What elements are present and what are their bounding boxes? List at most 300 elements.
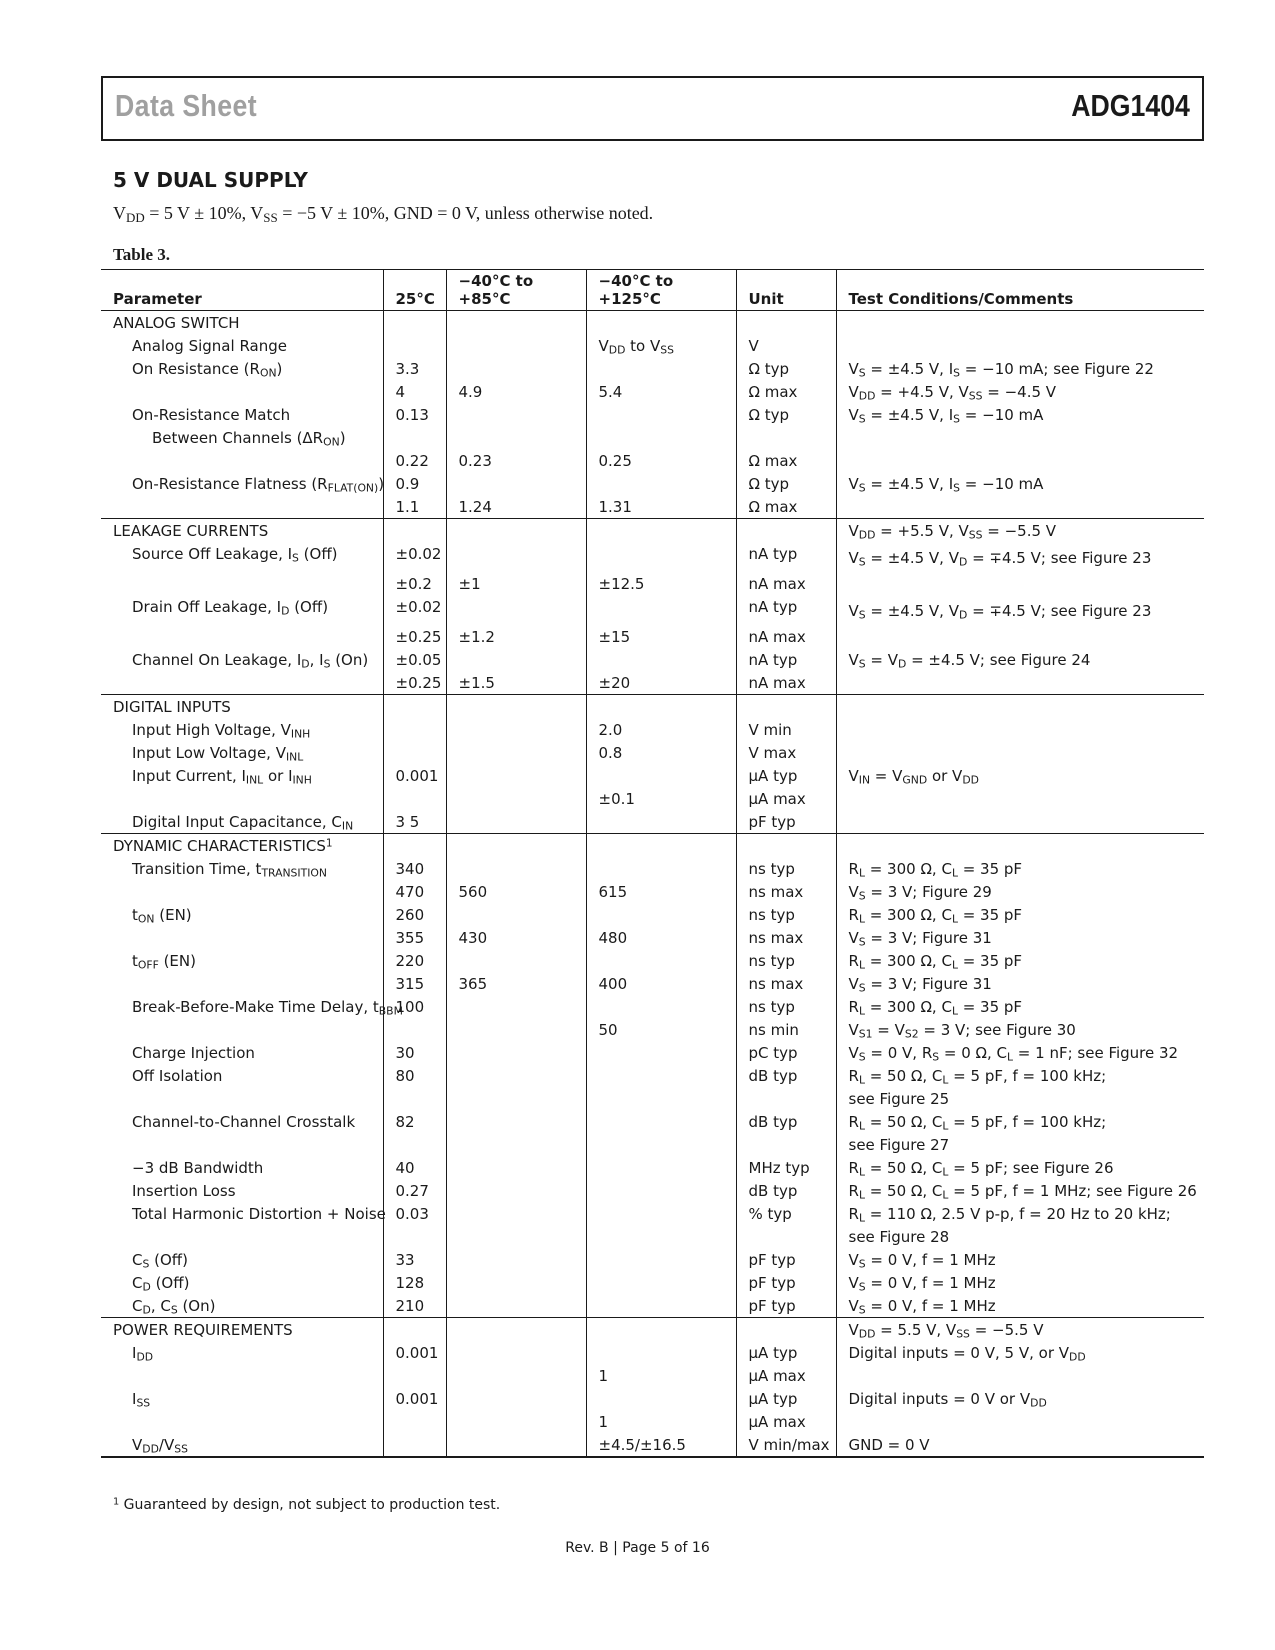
cell-125c: [586, 1064, 736, 1087]
cell-25c: ±0.05: [383, 648, 446, 671]
cell-25c: ±0.02: [383, 542, 446, 572]
cell-conditions: [836, 671, 1204, 695]
cell-conditions: see Figure 25: [836, 1087, 1204, 1110]
cell-unit: nA max: [736, 625, 836, 648]
table-row: [101, 1341, 1204, 1364]
table-row: [101, 472, 1204, 495]
table-row: [101, 648, 1204, 671]
cell-125c: [586, 1341, 736, 1364]
cell-unit: pF typ: [736, 810, 836, 834]
cell-unit: [736, 519, 836, 543]
cell-parameter: On-Resistance Match: [132, 406, 291, 424]
header-doc-type: Data Sheet: [115, 88, 258, 123]
cell-25c: 33: [383, 1248, 446, 1271]
cell-parameter: Input High Voltage, $V_{INH}$: [132, 721, 311, 741]
cell-parameter: $C_S$ (Off): [132, 1251, 188, 1271]
cell-25c: 355: [383, 926, 446, 949]
cell-85c: ±1.5: [446, 671, 586, 695]
table-row: [101, 995, 1204, 1018]
cell-parameter: $t_{ON}$ (EN): [132, 906, 192, 926]
cell-conditions: [836, 311, 1204, 335]
cell-25c: [383, 741, 446, 764]
cell-85c: [446, 995, 586, 1018]
cell-parameter: [101, 787, 383, 810]
cell-25c: 4: [383, 380, 446, 403]
cell-125c: 1: [586, 1410, 736, 1433]
cell-85c: [446, 311, 586, 335]
table-row: [101, 625, 1204, 648]
cell-parameter: $C_D$, $C_S$ (On): [132, 1297, 216, 1317]
cell-125c: ±0.1: [586, 787, 736, 810]
cell-25c: 470: [383, 880, 446, 903]
cell-unit: ns typ: [736, 903, 836, 926]
cell-unit: V max: [736, 741, 836, 764]
cell-unit: [736, 695, 836, 719]
cell-25c: 100: [383, 995, 446, 1018]
cell-conditions: $V_S = 0$ V, f = 1 MHz: [836, 1248, 1204, 1271]
cell-125c: [586, 542, 736, 572]
cell-parameter: −3 dB Bandwidth: [132, 1159, 264, 1177]
cell-85c: [446, 1179, 586, 1202]
cell-conditions: $R_L = 50$ Ω, $C_L = 5$ pF, f = 100 kHz;: [836, 1110, 1204, 1133]
cell-25c: 0.9: [383, 472, 446, 495]
cell-125c: [586, 1318, 736, 1342]
cell-125c: [586, 857, 736, 880]
table-row: [101, 426, 1204, 449]
cell-conditions: Digital inputs = 0 V, 5 V, or $V_{DD}$: [836, 1341, 1204, 1364]
cell-conditions: see Figure 27: [836, 1133, 1204, 1156]
cell-unit: µA max: [736, 1410, 836, 1433]
cell-unit: % typ: [736, 1202, 836, 1225]
table-row: [101, 972, 1204, 995]
cell-unit: µA max: [736, 1364, 836, 1387]
table-row: [101, 880, 1204, 903]
cell-125c: [586, 1271, 736, 1294]
cell-unit: [736, 311, 836, 335]
cell-25c: 340: [383, 857, 446, 880]
table-row: [101, 903, 1204, 926]
cell-parameter: Input Low Voltage, $V_{INL}$: [132, 744, 304, 764]
table-row: [101, 741, 1204, 764]
cell-unit: nA typ: [736, 595, 836, 625]
cell-unit: pF typ: [736, 1294, 836, 1318]
cell-unit: ns typ: [736, 949, 836, 972]
cell-85c: [446, 519, 586, 543]
cell-85c: [446, 334, 586, 357]
cell-parameter: [101, 972, 383, 995]
cell-conditions: $R_L = 50$ Ω, $C_L = 5$ pF, f = 100 kHz;: [836, 1064, 1204, 1087]
cell-conditions: $V_S = 3$ V; Figure 31: [836, 972, 1204, 995]
cell-25c: 315: [383, 972, 446, 995]
cell-25c: [383, 1410, 446, 1433]
cell-parameter: Total Harmonic Distortion + Noise: [132, 1205, 386, 1223]
cell-25c: [383, 718, 446, 741]
cell-125c: 5.4: [586, 380, 736, 403]
cell-25c: 0.03: [383, 1202, 446, 1225]
cell-85c: [446, 1041, 586, 1064]
cell-125c: 0.25: [586, 449, 736, 472]
cell-parameter: Drain Off Leakage, $I_D$ (Off): [132, 598, 329, 618]
cell-unit: ns typ: [736, 995, 836, 1018]
cell-125c: [586, 834, 736, 858]
cell-85c: [446, 857, 586, 880]
table-row: [101, 1179, 1204, 1202]
section-row: [101, 834, 1204, 858]
cell-parameter: Charge Injection: [132, 1044, 255, 1062]
table-row: [101, 1364, 1204, 1387]
cell-85c: [446, 1087, 586, 1110]
table-row: [101, 1410, 1204, 1433]
cell-parameter: Channel-to-Channel Crosstalk: [132, 1113, 356, 1131]
cell-25c: ±0.02: [383, 595, 446, 625]
table-row: [101, 1110, 1204, 1133]
cell-conditions: [836, 1410, 1204, 1433]
cell-25c: 3 5: [383, 810, 446, 834]
cell-85c: ±1: [446, 572, 586, 595]
cell-125c: 480: [586, 926, 736, 949]
cell-125c: 2.0: [586, 718, 736, 741]
table-row: [101, 403, 1204, 426]
cell-unit: µA typ: [736, 764, 836, 787]
cell-125c: [586, 1087, 736, 1110]
cell-unit: µA typ: [736, 1387, 836, 1410]
cell-conditions: [836, 1364, 1204, 1387]
cell-parameter: $V_{DD}/V_{SS}$: [101, 1433, 383, 1457]
table-row: [101, 380, 1204, 403]
cell-125c: [586, 426, 736, 449]
cell-parameter: Between Channels $(\Delta R_{ON})$: [152, 429, 346, 449]
cell-parameter: [101, 1133, 383, 1156]
cell-unit: V: [736, 334, 836, 357]
cell-unit: MHz typ: [736, 1156, 836, 1179]
cell-conditions: $V_S = 0$ V, f = 1 MHz: [836, 1294, 1204, 1318]
cell-parameter: Off Isolation: [132, 1067, 223, 1085]
cell-conditions: $V_{S1} = V_{S2} = 3$ V; see Figure 30: [836, 1018, 1204, 1041]
cell-125c: ±4.5/±16.5: [586, 1433, 736, 1457]
cell-parameter: ANALOG SWITCH: [101, 311, 383, 335]
cell-conditions: [836, 334, 1204, 357]
cell-85c: [446, 1225, 586, 1248]
cell-85c: [446, 1202, 586, 1225]
cell-85c: [446, 764, 586, 787]
cell-conditions: $R_L = 50$ Ω, $C_L = 5$ pF, f = 1 MHz; see Figure 26: [836, 1179, 1204, 1202]
cell-25c: 1.1: [383, 495, 446, 519]
cell-parameter: [101, 625, 383, 648]
cell-125c: [586, 995, 736, 1018]
cell-85c: [446, 1110, 586, 1133]
cell-125c: [586, 648, 736, 671]
cell-conditions: $R_L = 300$ Ω, $C_L = 35$ pF: [836, 903, 1204, 926]
cell-unit: ns max: [736, 972, 836, 995]
cell-25c: 0.001: [383, 764, 446, 787]
table-row: [101, 1202, 1204, 1225]
cell-125c: [586, 695, 736, 719]
table-row: [101, 334, 1204, 357]
cell-25c: [383, 1433, 446, 1457]
cell-unit: µA max: [736, 787, 836, 810]
cell-125c: [586, 949, 736, 972]
cell-25c: 3.3: [383, 357, 446, 380]
cell-conditions: see Figure 28: [836, 1225, 1204, 1248]
cell-25c: 128: [383, 1271, 446, 1294]
cell-parameter: [101, 572, 383, 595]
table-row: [101, 1294, 1204, 1318]
footnote: $^1$ Guaranteed by design, not subject to production test.: [113, 1496, 501, 1513]
cell-conditions: $V_S = 0$ V, $R_S = 0$ Ω, $C_L = 1$ nF; see Figure 32: [836, 1041, 1204, 1064]
cell-unit: µA typ: [736, 1341, 836, 1364]
spec-table-body: [101, 311, 1204, 1458]
cell-85c: [446, 1294, 586, 1318]
col-header-parameter: Parameter: [101, 270, 383, 311]
cell-85c: [446, 1410, 586, 1433]
cell-parameter: Channel On Leakage, $I_D$, $I_S$ (On): [132, 651, 369, 671]
cell-parameter: [101, 1364, 383, 1387]
col-header-85c: −40°C to +85°C: [446, 270, 586, 311]
cell-unit: Ω typ: [736, 403, 836, 426]
table-row: [101, 718, 1204, 741]
cell-85c: [446, 403, 586, 426]
page-footer: Rev. B | Page 5 of 16: [565, 1540, 710, 1556]
cell-85c: [446, 810, 586, 834]
cell-25c: ±0.25: [383, 671, 446, 695]
cell-unit: V min/max: [736, 1433, 836, 1457]
cell-125c: [586, 1225, 736, 1248]
cell-conditions: [836, 426, 1204, 449]
cell-25c: [383, 334, 446, 357]
cell-unit: nA max: [736, 572, 836, 595]
cell-125c: [586, 1387, 736, 1410]
cell-conditions: $V_S = 0$ V, f = 1 MHz: [836, 1271, 1204, 1294]
cell-125c: [586, 1041, 736, 1064]
cell-125c: [586, 357, 736, 380]
table-row: [101, 1271, 1204, 1294]
section-title: 5 V DUAL SUPPLY: [113, 168, 308, 192]
cell-85c: [446, 472, 586, 495]
table-row: [101, 671, 1204, 695]
cell-125c: [586, 472, 736, 495]
cell-125c: 50: [586, 1018, 736, 1041]
cell-85c: [446, 903, 586, 926]
table-caption: Table 3.: [113, 245, 171, 264]
cell-85c: [446, 1133, 586, 1156]
cell-unit: Ω typ: [736, 472, 836, 495]
table-row: [101, 357, 1204, 380]
cell-parameter: $C_D$ (Off): [132, 1274, 190, 1294]
cell-parameter: [101, 449, 383, 472]
cell-85c: 4.9: [446, 380, 586, 403]
cell-25c: 260: [383, 903, 446, 926]
supply-conditions: $V_{DD} = 5$ V ± 10%, $V_{SS} = -5$ V ± 10%, GND = 0 V, unless otherwise noted.: [113, 203, 654, 226]
cell-85c: [446, 1364, 586, 1387]
cell-unit: nA typ: [736, 648, 836, 671]
cell-conditions: $V_{IN} = V_{GND}$ or $V_{DD}$: [836, 764, 1204, 787]
cell-unit: [736, 1133, 836, 1156]
cell-unit: V min: [736, 718, 836, 741]
cell-25c: 82: [383, 1110, 446, 1133]
cell-unit: pC typ: [736, 1041, 836, 1064]
section-row: [101, 311, 1204, 335]
cell-25c: 0.27: [383, 1179, 446, 1202]
cell-unit: [736, 1225, 836, 1248]
cell-conditions: GND = 0 V: [836, 1433, 1204, 1457]
cell-25c: 0.001: [383, 1341, 446, 1364]
cell-unit: ns max: [736, 880, 836, 903]
cell-25c: ±0.25: [383, 625, 446, 648]
cell-85c: [446, 648, 586, 671]
col-header-125c: −40°C to +125°C: [586, 270, 736, 311]
cell-25c: 30: [383, 1041, 446, 1064]
cell-125c: [586, 1179, 736, 1202]
cell-conditions: $R_L = 50$ Ω, $C_L = 5$ pF; see Figure 26: [836, 1156, 1204, 1179]
cell-125c: [586, 403, 736, 426]
cell-unit: dB typ: [736, 1110, 836, 1133]
table-row: [101, 1387, 1204, 1410]
cell-25c: [383, 787, 446, 810]
cell-unit: ns min: [736, 1018, 836, 1041]
table-row: [101, 764, 1204, 787]
cell-25c: 0.22: [383, 449, 446, 472]
cell-85c: 1.24: [446, 495, 586, 519]
cell-85c: [446, 595, 586, 625]
cell-parameter: $t_{OFF}$ (EN): [132, 952, 196, 972]
cell-125c: [586, 1248, 736, 1271]
cell-85c: [446, 1271, 586, 1294]
cell-parameter: Digital Input Capacitance, $C_{IN}$: [132, 813, 354, 833]
cell-125c: [586, 1202, 736, 1225]
cell-25c: 80: [383, 1064, 446, 1087]
section-row: [101, 519, 1204, 543]
cell-125c: 1.31: [586, 495, 736, 519]
cell-parameter: $I_{SS}$: [132, 1390, 151, 1410]
cell-parameter: [101, 495, 383, 519]
cell-conditions: [836, 718, 1204, 741]
cell-125c: [586, 519, 736, 543]
cell-125c: ±20: [586, 671, 736, 695]
cell-25c: [383, 311, 446, 335]
table-row: [101, 949, 1204, 972]
cell-unit: Ω max: [736, 495, 836, 519]
cell-parameter: $I_{DD}$: [132, 1344, 154, 1364]
cell-25c: ±0.2: [383, 572, 446, 595]
cell-25c: 220: [383, 949, 446, 972]
cell-conditions: $R_L = 300$ Ω, $C_L = 35$ pF: [836, 995, 1204, 1018]
table-row: [101, 1433, 1204, 1457]
cell-conditions: $V_S = V_D = \pm 4.5$ V; see Figure 24: [836, 648, 1204, 671]
cell-25c: 0.001: [383, 1387, 446, 1410]
cell-conditions: $V_{DD} = +4.5$ V, $V_{SS} = -4.5$ V: [836, 380, 1204, 403]
cell-unit: [736, 1087, 836, 1110]
cell-conditions: $V_S = 3$ V; Figure 29: [836, 880, 1204, 903]
cell-conditions: $R_L = 300$ Ω, $C_L = 35$ pF: [836, 949, 1204, 972]
cell-conditions: $V_S = \pm 4.5$ V, $V_D = \mp 4.5$ V; see Figure 23: [836, 595, 1204, 625]
cell-85c: [446, 787, 586, 810]
cell-85c: 0.23: [446, 449, 586, 472]
cell-conditions: [836, 695, 1204, 719]
cell-85c: 560: [446, 880, 586, 903]
table-row: [101, 1156, 1204, 1179]
cell-unit: dB typ: [736, 1179, 836, 1202]
cell-25c: 40: [383, 1156, 446, 1179]
cell-parameter: LEAKAGE CURRENTS: [101, 519, 383, 543]
cell-parameter: Insertion Loss: [132, 1182, 236, 1200]
table-row: [101, 1248, 1204, 1271]
cell-unit: [736, 426, 836, 449]
cell-conditions: [836, 495, 1204, 519]
cell-unit: ns typ: [736, 857, 836, 880]
cell-parameter: [101, 1087, 383, 1110]
cell-125c: [586, 1294, 736, 1318]
col-header-conditions: Test Conditions/Comments: [836, 270, 1204, 311]
cell-unit: Ω max: [736, 380, 836, 403]
cell-conditions: $V_S = \pm 4.5$ V, $I_S = -10$ mA: [836, 472, 1204, 495]
cell-125c: [586, 1110, 736, 1133]
table-row: [101, 495, 1204, 519]
cell-85c: [446, 1433, 586, 1457]
cell-parameter: Source Off Leakage, $I_S$ (Off): [132, 545, 338, 565]
cell-25c: [383, 834, 446, 858]
page-header: [101, 76, 1204, 141]
cell-25c: [383, 1087, 446, 1110]
section-row: [101, 695, 1204, 719]
cell-parameter: [101, 380, 383, 403]
cell-unit: [736, 1318, 836, 1342]
cell-parameter: [101, 671, 383, 695]
cell-parameter: [101, 1410, 383, 1433]
cell-conditions: $V_{DD} = +5.5$ V, $V_{SS} = -5.5$ V: [836, 519, 1204, 543]
cell-125c: 0.8: [586, 741, 736, 764]
col-header-25c: 25°C: [383, 270, 446, 311]
cell-conditions: $V_{DD} = 5.5$ V, $V_{SS} = -5.5$ V: [836, 1318, 1204, 1342]
cell-conditions: [836, 625, 1204, 648]
cell-85c: [446, 357, 586, 380]
cell-25c: [383, 426, 446, 449]
cell-85c: [446, 834, 586, 858]
table-row: [101, 1225, 1204, 1248]
cell-25c: [383, 1133, 446, 1156]
cell-85c: [446, 718, 586, 741]
cell-125c: 1: [586, 1364, 736, 1387]
cell-unit: Ω typ: [736, 357, 836, 380]
cell-125c: [586, 810, 736, 834]
cell-85c: [446, 1248, 586, 1271]
cell-85c: [446, 1156, 586, 1179]
cell-unit: nA typ: [736, 542, 836, 572]
cell-25c: 210: [383, 1294, 446, 1318]
cell-conditions: [836, 572, 1204, 595]
cell-25c: [383, 1225, 446, 1248]
cell-25c: [383, 1018, 446, 1041]
cell-parameter: On Resistance $(R_{ON})$: [132, 360, 283, 380]
cell-125c: ±15: [586, 625, 736, 648]
table-row: [101, 542, 1204, 572]
cell-85c: [446, 1341, 586, 1364]
table-row: [101, 572, 1204, 595]
cell-parameter: [101, 926, 383, 949]
cell-unit: dB typ: [736, 1064, 836, 1087]
cell-unit: nA max: [736, 671, 836, 695]
cell-85c: [446, 426, 586, 449]
table-row: [101, 1018, 1204, 1041]
cell-conditions: $V_S = 3$ V; Figure 31: [836, 926, 1204, 949]
cell-85c: ±1.2: [446, 625, 586, 648]
cell-25c: [383, 519, 446, 543]
cell-conditions: Digital inputs = 0 V or $V_{DD}$: [836, 1387, 1204, 1410]
cell-85c: [446, 542, 586, 572]
table-row: [101, 810, 1204, 834]
cell-85c: [446, 1064, 586, 1087]
cell-85c: [446, 1018, 586, 1041]
cell-85c: [446, 695, 586, 719]
